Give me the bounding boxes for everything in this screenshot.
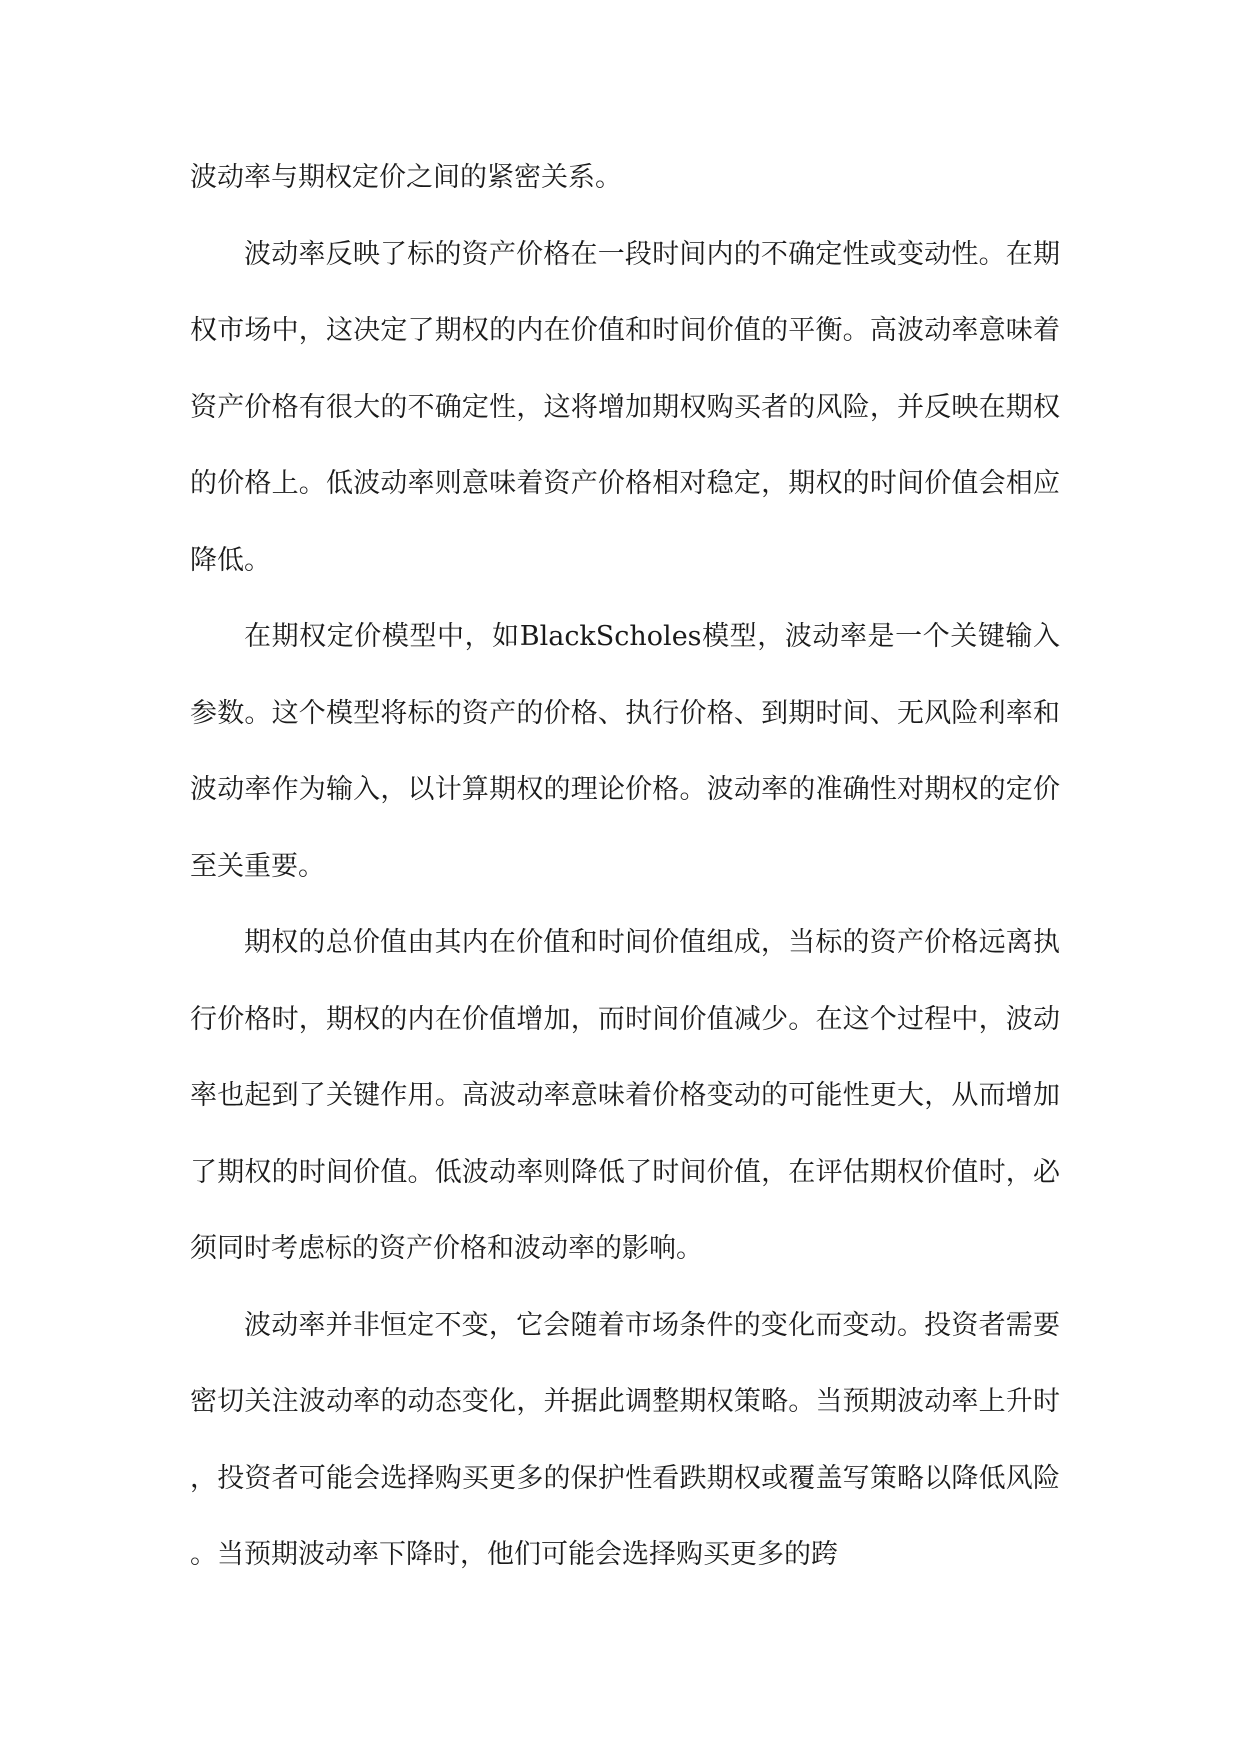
paragraph-volatility-strategy: 波动率并非恒定不变，它会随着市场条件的变化而变动。投资者需要密切关注波动率的动态变化，并据此调整期权策略。当预期波动率上升时，投资者可能会选择购买更多的保护性看跌期权或覆盖写策略以降低风险。当预期波动率下降时，他们可能会选择购买更多的跨 (190, 1309, 1060, 1570)
body-text (190, 140, 1060, 1594)
paragraph-continuation: 波动率与期权定价之间的紧密关系。 (190, 162, 622, 193)
paragraph-volatility-definition: 波动率反映了标的资产价格在一段时间内的不确定性或变动性。在期权市场中，这决定了期权的内在价值和时间价值的平衡。高波动率意味着资产价格有很大的不确定性，这将增加期权购买者的风险，并反映在期权的价格上。低波动率则意味着资产价格相对稳定，期权的时间价值会相应降低。 (190, 238, 1060, 576)
paragraph-option-value: 期权的总价值由其内在价值和时间价值组成，当标的资产价格远离执行价格时，期权的内在价值增加，而时间价值减少。在这个过程中，波动率也起到了关键作用。高波动率意味着价格变动的可能性更大，从而增加了期权的时间价值。低波动率则降低了时间价值，在评估期权价值时，必须同时考虑标的资产价格和波动率的影响。 (190, 927, 1060, 1264)
paragraph-pricing-model: 在期权定价模型中，如BlackScholes模型，波动率是一个关键输入参数。这个模型将标的资产的价格、执行价格、到期时间、无风险利率和波动率作为输入，以计算期权的理论价格。波动率的准确性对期权的定价至关重要。 (190, 621, 1060, 882)
